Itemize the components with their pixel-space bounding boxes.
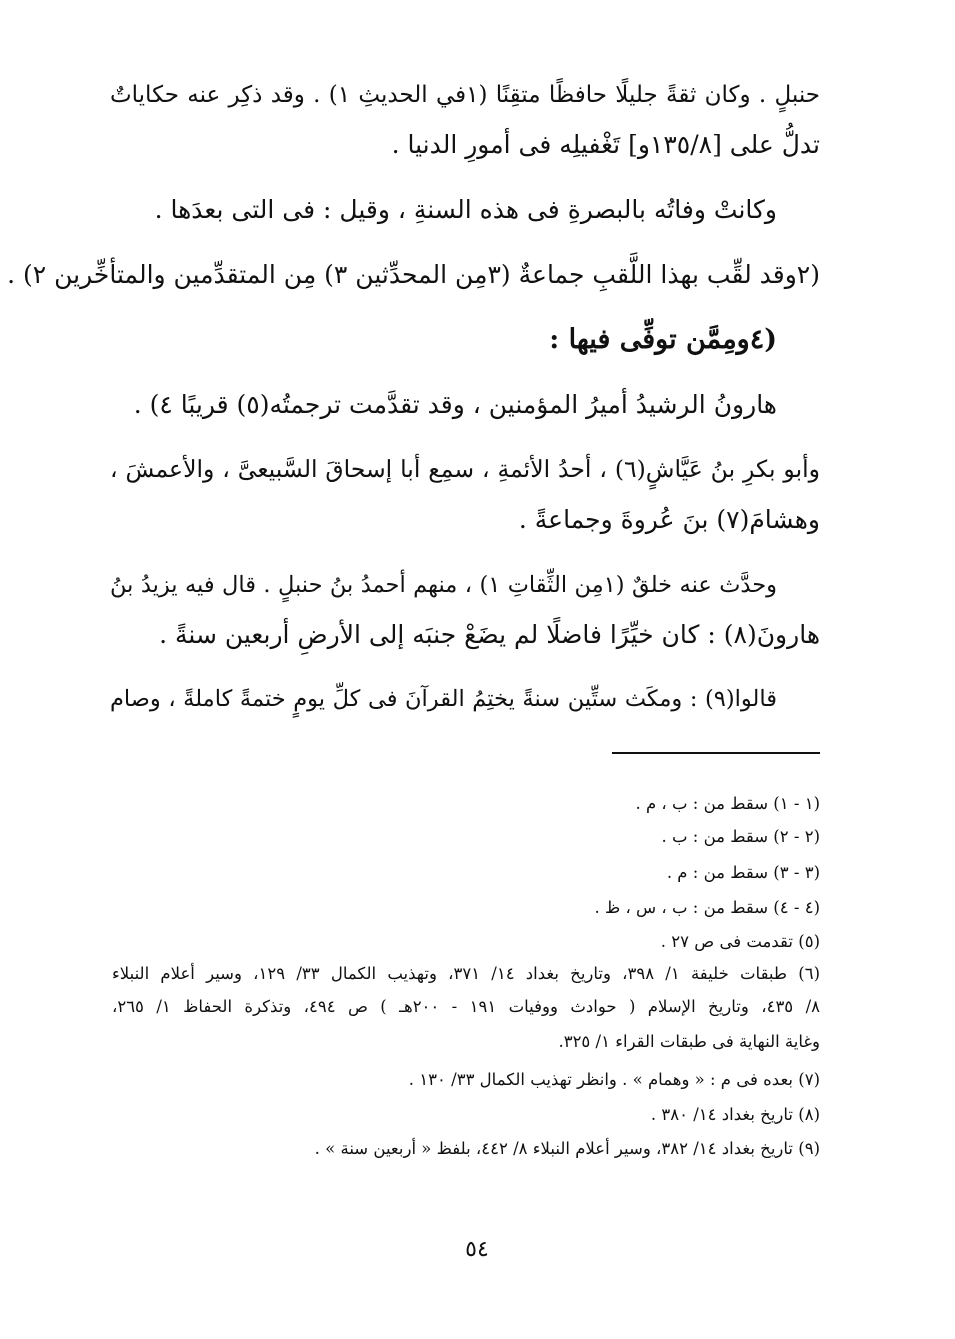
footnote: (٣ - ٣) سقط من : م . <box>666 863 820 882</box>
footnote: وغاية النهاية فى طبقات القراء ١/ ٣٢٥. <box>558 1032 820 1051</box>
body-line: تدلُّ على [١٣٥/٨و] تَغْفيلِه فى أمورِ الدنيا . <box>391 130 820 159</box>
body-line: (٢وقد لقِّب بهذا اللَّقبِ جماعةٌ (٣مِن المحدِّثين ٣) مِن المتقدِّمين والمتأخِّرين ٢) . <box>7 260 820 289</box>
body-line: هارونَ(٨) : كان خيِّرًا فاضلًا لم يضَعْ جنبَه إلى الأرضِ أربعين سنةً . <box>159 620 820 649</box>
body-line: حنبلٍ . وكان ثقةً جليلًا حافظًا متقِنًا (١في الحديثِ ١) . وقد ذكِر عنه حكاياتٌ <box>110 82 820 108</box>
footnote: (٦) طبقات خليفة ١/ ٣٩٨، وتاريخ بغداد ١٤/ ٣٧١، وتهذيب الكمال ٣٣/ ١٢٩، وسير أعلام النبلاء <box>112 964 820 983</box>
footnote: (٩) تاريخ بغداد ١٤/ ٣٨٢، وسير أعلام النبلاء ٨/ ٤٤٢، بلفظ « أربعين سنة » . <box>314 1139 820 1158</box>
footnote: ٨/ ٤٣٥، وتاريخ الإسلام ( حوادث ووفيات ١٩١ - ٢٠٠هـ ) ص ٤٩٤، وتذكرة الحفاظ ١/ ٢٦٥، <box>112 997 820 1016</box>
body-line: قالوا(٩) : ومكَث ستِّين سنةً يختِمُ القرآنَ فى كلِّ يومٍ ختمةً كاملةً ، وصام <box>110 686 777 712</box>
footnote: (٢ - ٢) سقط من : ب . <box>661 827 820 846</box>
body-line: وأبو بكرِ بنُ عَيَّاشٍ(٦) ، أحدُ الأئمةِ ، سمِع أبا إسحاقَ السَّبيعىَّ ، والأعمشَ ، <box>110 455 820 483</box>
body-line: وحدَّث عنه خلقٌ (١مِن الثِّقاتِ ١) ، منهم أحمدُ بنُ حنبلٍ . قال فيه يزيدُ بنُ <box>110 572 777 598</box>
footnote: (١ - ١) سقط من : ب ، م . <box>635 794 820 813</box>
footnote: (٧) بعده فى م : « وهمام » . وانظر تهذيب الكمال ٣٣/ ١٣٠ . <box>408 1070 820 1089</box>
body-line: وهشامَ(٧) بنَ عُروةَ وجماعةً . <box>518 505 820 534</box>
body-line: هارونُ الرشيدُ أميرُ المؤمنين ، وقد تقدَّمت ترجمتُه(٥) قريبًا ٤) . <box>133 390 777 419</box>
body-line: وكانتْ وفاتُه بالبصرةِ فى هذه السنةِ ، وقيل : فى التى بعدَها . <box>154 195 777 224</box>
footnote-divider <box>612 752 820 754</box>
page-number: ٥٤ <box>465 1237 489 1262</box>
footnote: (٥) تقدمت فى ص ٢٧ . <box>660 932 820 951</box>
section-heading: (٤ومِمَّن توفِّى فيها : <box>549 324 777 355</box>
footnote: (٨) تاريخ بغداد ١٤/ ٣٨٠ . <box>650 1105 820 1124</box>
footnote: (٤ - ٤) سقط من : ب ، س ، ظ . <box>594 898 820 917</box>
